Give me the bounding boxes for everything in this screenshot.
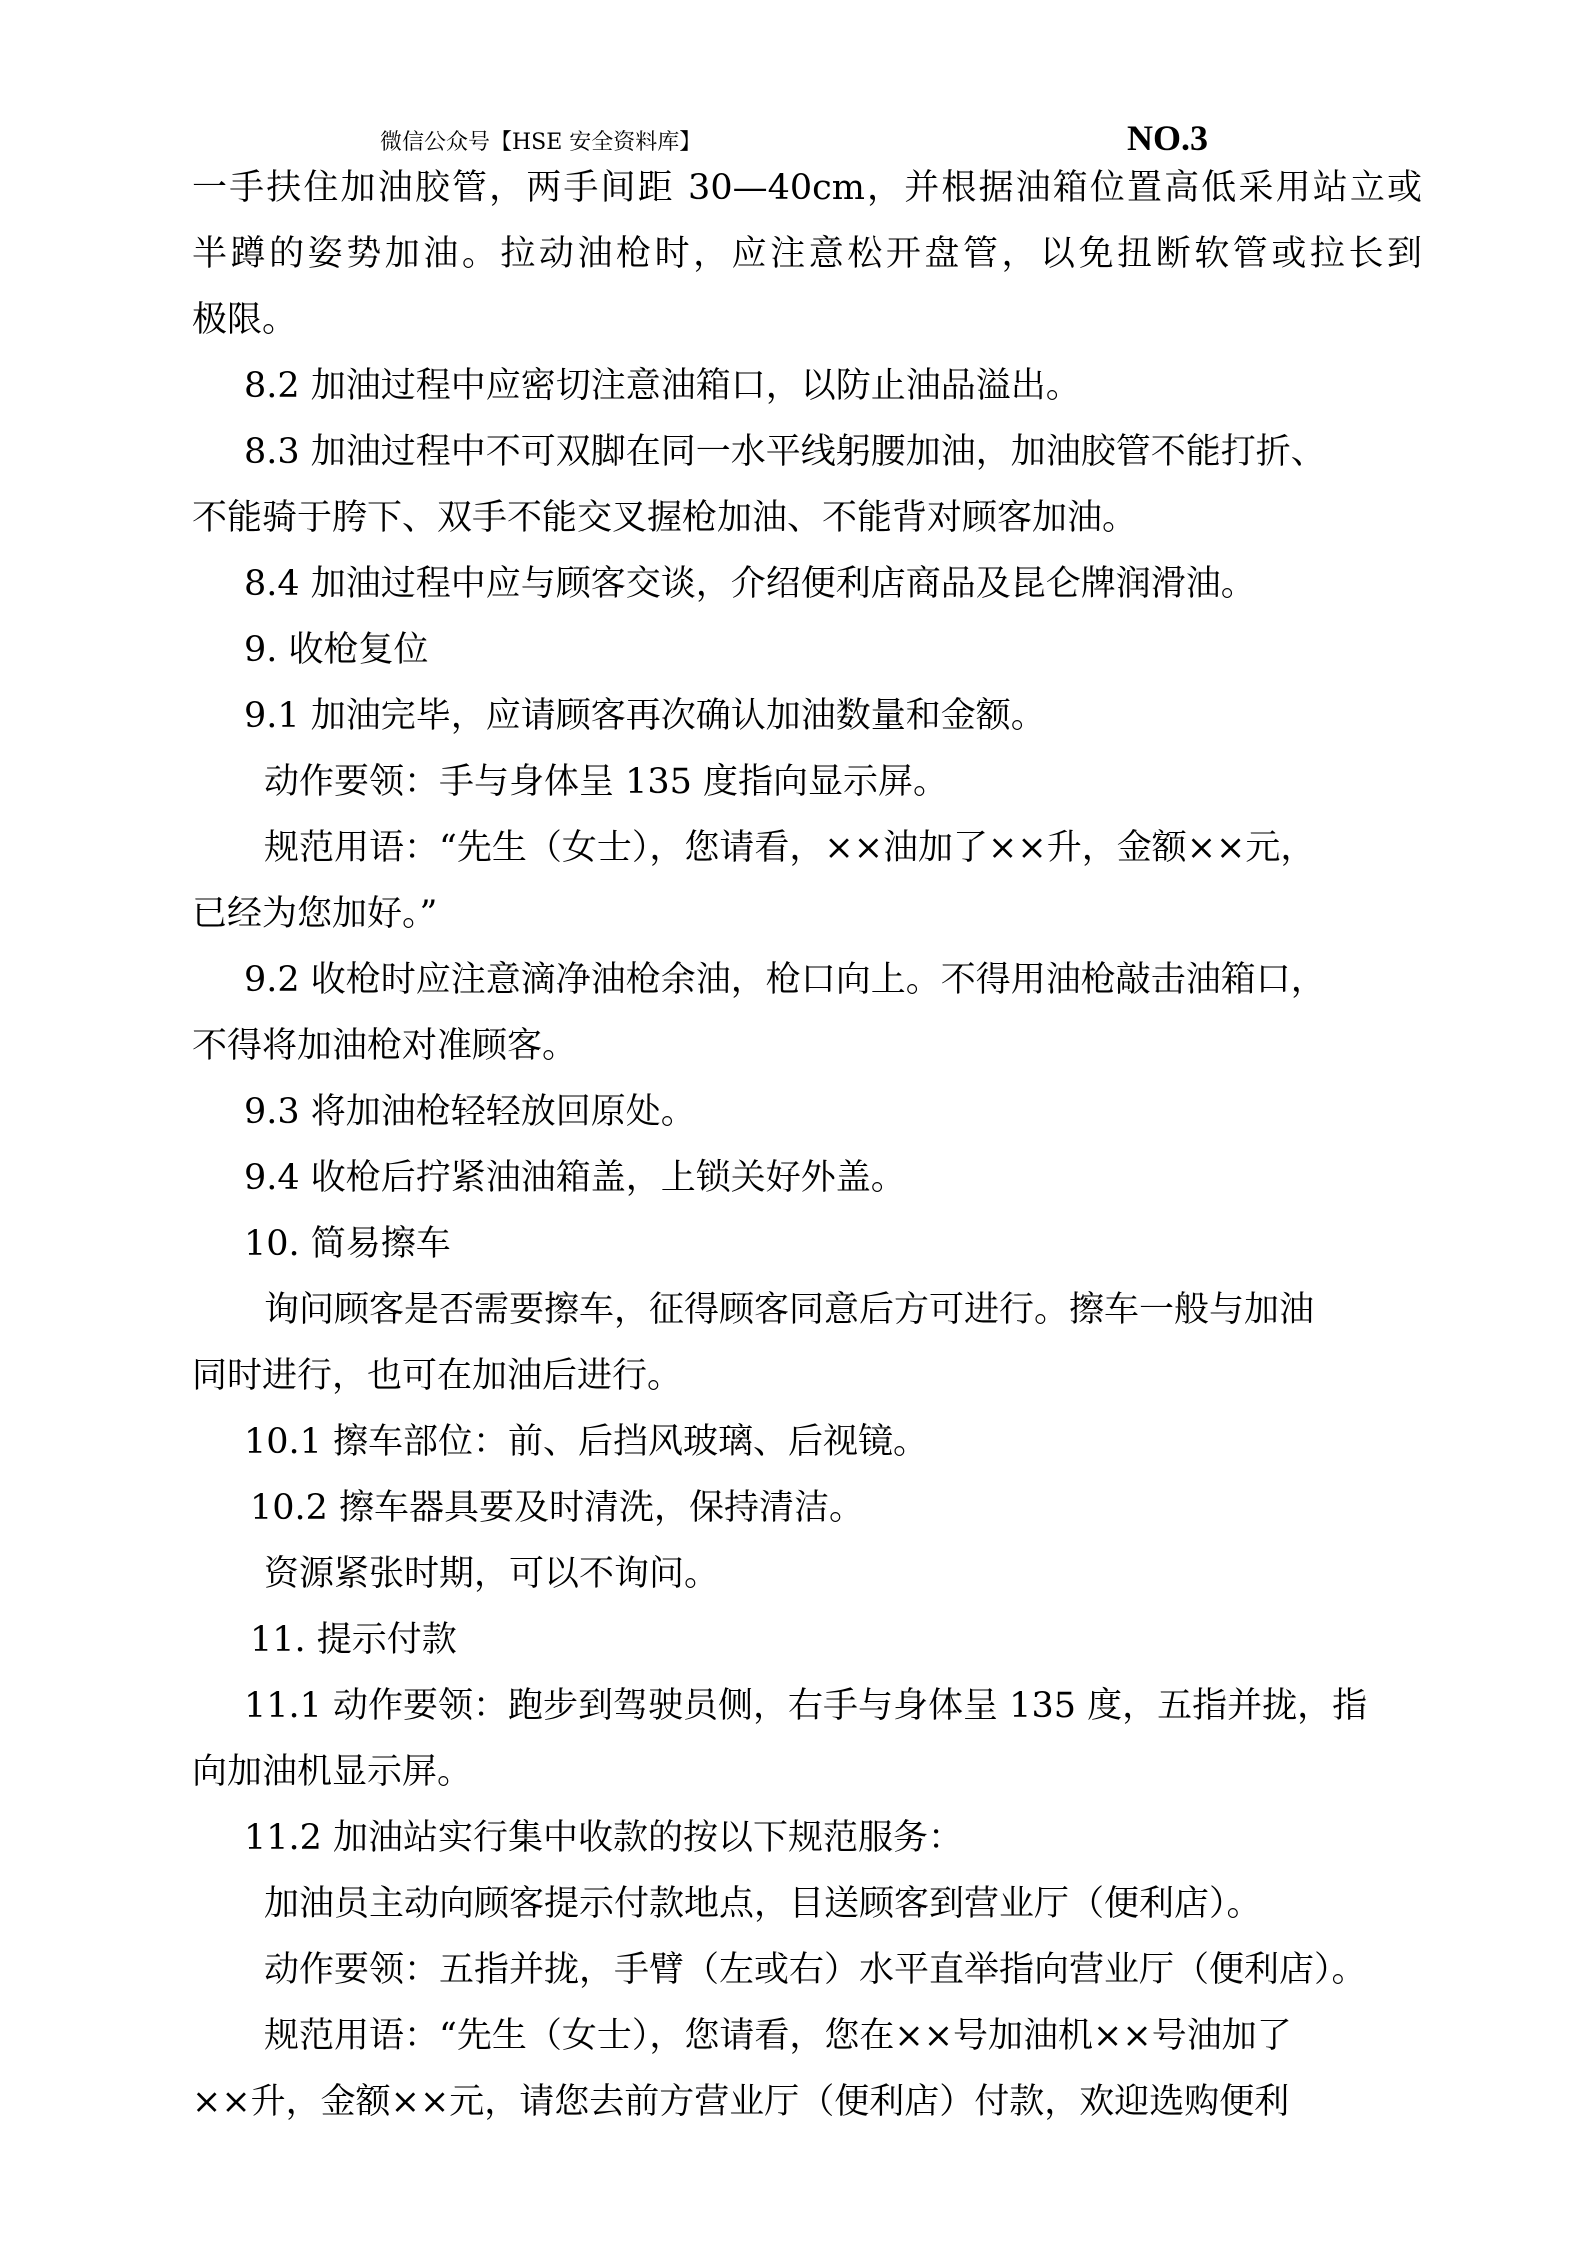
page-number: NO.3 — [1127, 118, 1208, 158]
header-watermark: 微信公众号【HSE 安全资料库】 — [380, 130, 702, 155]
paragraph-line: 向加油机显示屏。 — [192, 1752, 473, 1792]
paragraph-line: 9.3 将加油枪轻轻放回原处。 — [244, 1092, 696, 1132]
paragraph-line: 9.1 加油完毕，应请顾客再次确认加油数量和金额。 — [244, 696, 1046, 736]
section-heading: 11. 提示付款 — [250, 1620, 457, 1660]
paragraph-line: 不能骑于胯下、双手不能交叉握枪加油、不能背对顾客加油。 — [192, 498, 1138, 538]
paragraph-line: 动作要领：手与身体呈 135 度指向显示屏。 — [264, 762, 949, 802]
paragraph-line: 11.1 动作要领：跑步到驾驶员侧，右手与身体呈 135 度，五指并拢，指 — [244, 1686, 1368, 1726]
paragraph-line: 资源紧张时期，可以不询问。 — [264, 1554, 720, 1594]
paragraph-line: 动作要领：五指并拢，手臂（左或右）水平直举指向营业厅（便利店）。 — [264, 1950, 1367, 1990]
paragraph-line: 9.4 收枪后拧紧油油箱盖，上锁关好外盖。 — [244, 1158, 906, 1198]
paragraph-line: 8.3 加油过程中不可双脚在同一水平线躬腰加油，加油胶管不能打折、 — [244, 432, 1326, 472]
paragraph-line: 8.2 加油过程中应密切注意油箱口，以防止油品溢出。 — [244, 366, 1081, 406]
paragraph-line: 一手扶住加油胶管，两手间距 30—40cm，并根据油箱位置高低采用站立或 — [192, 168, 1422, 208]
paragraph-line: 同时进行，也可在加油后进行。 — [192, 1356, 683, 1396]
paragraph-line: 10.2 擦车器具要及时清洗，保持清洁。 — [250, 1488, 865, 1528]
paragraph-line: 不得将加油枪对准顾客。 — [192, 1026, 578, 1066]
paragraph-line: 加油员主动向顾客提示付款地点，目送顾客到营业厅（便利店）。 — [264, 1884, 1262, 1924]
paragraph-line: 8.4 加油过程中应与顾客交谈，介绍便利店商品及昆仑牌润滑油。 — [244, 564, 1256, 604]
paragraph-line: 半蹲的姿势加油。拉动油枪时，应注意松开盘管，以免扭断软管或拉长到 — [192, 234, 1422, 274]
paragraph-line: 规范用语：“先生（女士），您请看，您在××号加油机××号油加了 — [264, 2016, 1292, 2056]
section-heading: 10. 简易擦车 — [244, 1224, 451, 1264]
section-heading: 9. 收枪复位 — [244, 630, 429, 670]
paragraph-line: 9.2 收枪时应注意滴净油枪余油，枪口向上。不得用油枪敲击油箱口， — [244, 960, 1326, 1000]
paragraph-line: 11.2 加油站实行集中收款的按以下规范服务： — [244, 1818, 964, 1858]
paragraph-line: ××升，金额××元，请您去前方营业厅（便利店）付款，欢迎选购便利 — [192, 2082, 1290, 2122]
paragraph-line: 已经为您加好。” — [192, 894, 438, 934]
document-body — [192, 155, 1422, 2135]
paragraph-line: 10.1 擦车部位：前、后挡风玻璃、后视镜。 — [244, 1422, 929, 1462]
paragraph-line: 极限。 — [192, 300, 298, 340]
paragraph-line: 询问顾客是否需要擦车，征得顾客同意后方可进行。擦车一般与加油 — [264, 1290, 1315, 1330]
paragraph-line: 规范用语：“先生（女士），您请看，××油加了××升，金额××元， — [264, 828, 1316, 868]
